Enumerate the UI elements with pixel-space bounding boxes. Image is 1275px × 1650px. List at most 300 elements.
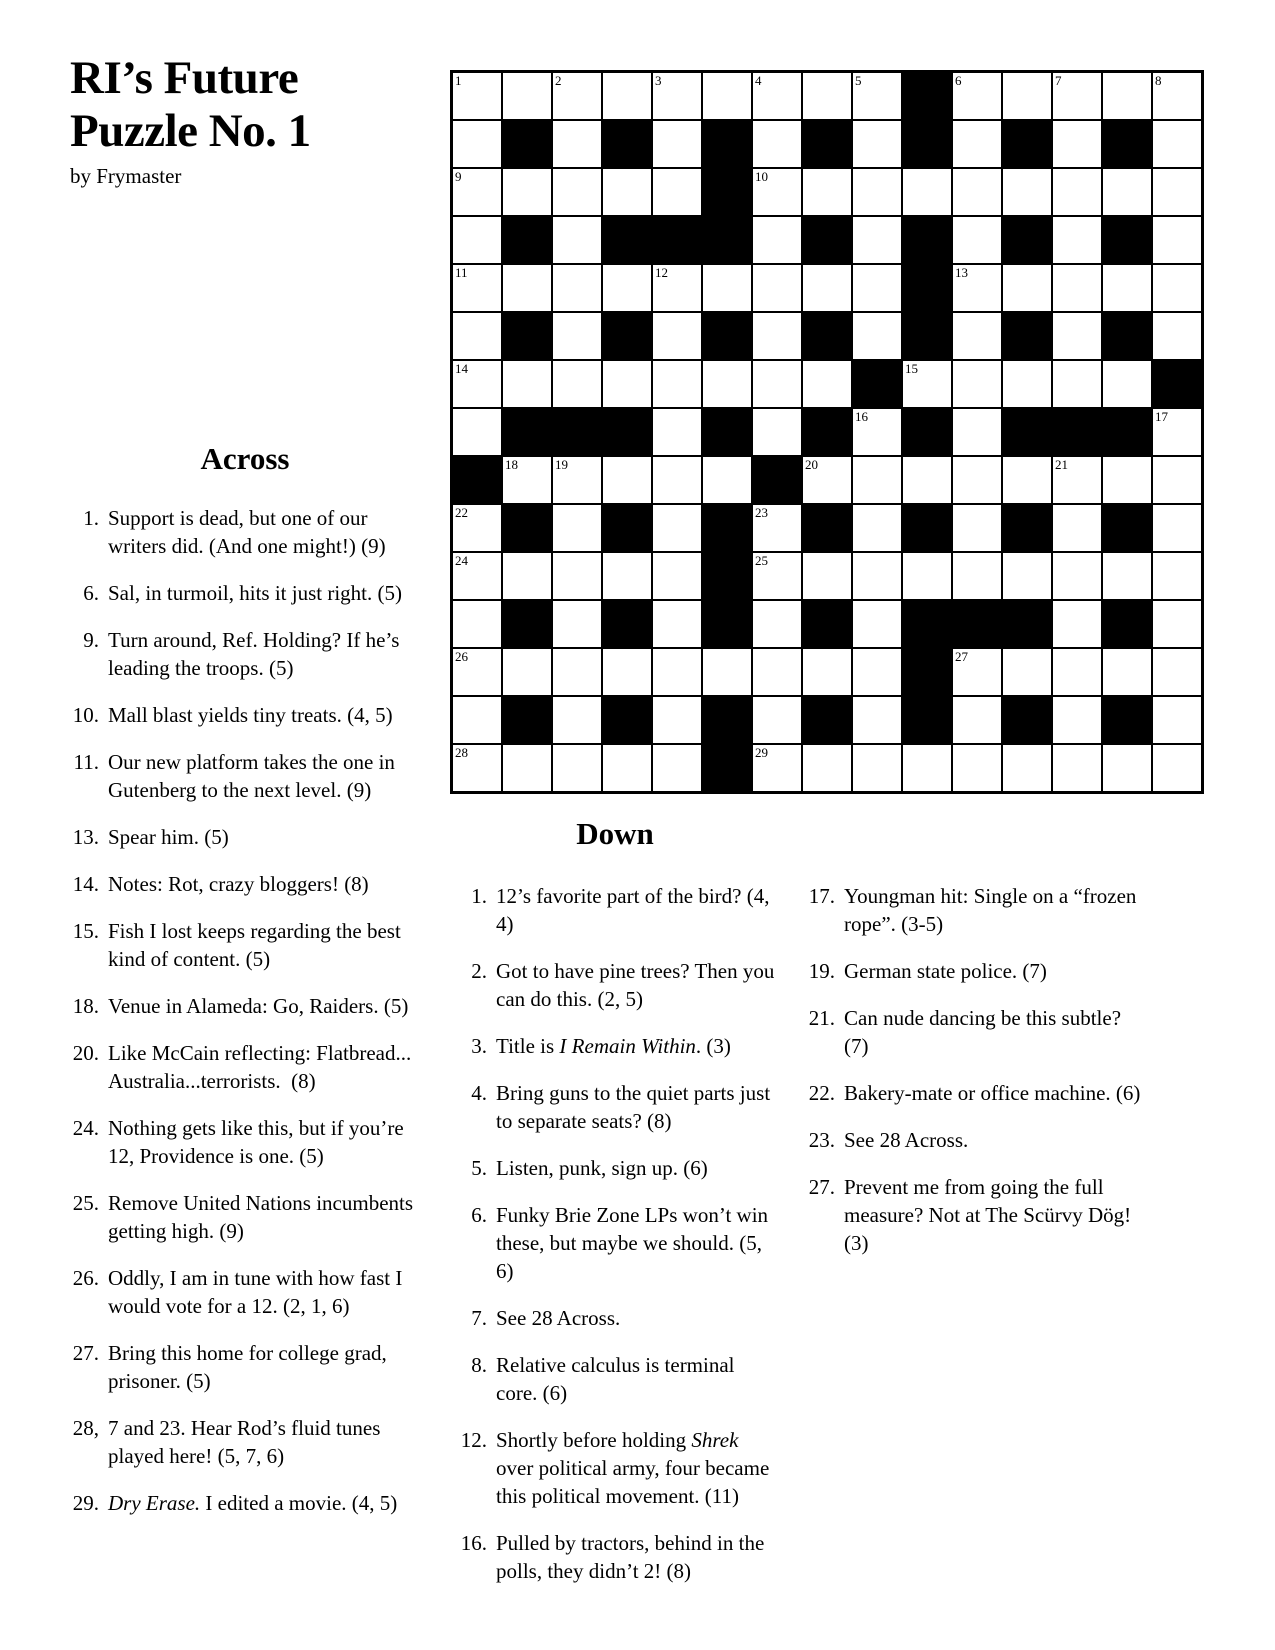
clue-text: 7 and 23. Hear Rod’s fluid tunes played here! (5, 7, 6) bbox=[108, 1416, 381, 1468]
grid-cell[interactable] bbox=[502, 744, 552, 792]
grid-cell[interactable] bbox=[1152, 264, 1202, 312]
grid-cell[interactable] bbox=[1052, 552, 1102, 600]
grid-cell[interactable] bbox=[752, 696, 802, 744]
grid-cell[interactable] bbox=[852, 696, 902, 744]
grid-cell[interactable] bbox=[952, 216, 1002, 264]
grid-cell-black bbox=[902, 696, 952, 744]
grid-cell-black bbox=[902, 504, 952, 552]
grid-cell-black bbox=[902, 408, 952, 456]
grid-cell-black bbox=[502, 504, 552, 552]
across-clue-14 bbox=[62, 870, 428, 898]
grid-cell[interactable] bbox=[952, 744, 1002, 792]
grid-cell[interactable] bbox=[1102, 264, 1152, 312]
grid-cell[interactable] bbox=[1102, 360, 1152, 408]
across-clue-20 bbox=[62, 1039, 428, 1095]
grid-cell[interactable] bbox=[502, 552, 552, 600]
grid-cell[interactable] bbox=[902, 744, 952, 792]
grid-cell[interactable] bbox=[1052, 744, 1102, 792]
grid-cell[interactable] bbox=[1052, 648, 1102, 696]
grid-cell[interactable] bbox=[702, 648, 752, 696]
grid-cell[interactable] bbox=[552, 312, 602, 360]
grid-cell[interactable] bbox=[752, 600, 802, 648]
clue-number: 15. bbox=[72, 919, 99, 943]
grid-cell[interactable] bbox=[852, 408, 902, 456]
clue-text: Like McCain reflecting: Flatbread... Australia...terrorists. (8) bbox=[108, 1041, 412, 1093]
grid-cell-black bbox=[702, 120, 752, 168]
grid-cell[interactable] bbox=[1152, 504, 1202, 552]
grid-cell-black bbox=[852, 360, 902, 408]
grid-cell[interactable] bbox=[652, 744, 702, 792]
grid-cell[interactable] bbox=[1002, 168, 1052, 216]
grid-cell[interactable] bbox=[1052, 120, 1102, 168]
grid-cell[interactable] bbox=[1002, 648, 1052, 696]
grid-cell[interactable] bbox=[552, 696, 602, 744]
clue-number: 29. bbox=[72, 1491, 99, 1515]
grid-cell[interactable] bbox=[952, 72, 1002, 120]
grid-cell[interactable] bbox=[852, 456, 902, 504]
grid-cell[interactable] bbox=[752, 264, 802, 312]
clue-number: 21. bbox=[808, 1006, 835, 1030]
grid-cell[interactable] bbox=[552, 168, 602, 216]
grid-cell[interactable] bbox=[702, 360, 752, 408]
page-title-line2: Puzzle No. 1 bbox=[70, 105, 311, 157]
grid-cell[interactable] bbox=[452, 120, 502, 168]
grid-cell[interactable] bbox=[652, 456, 702, 504]
clue-text: Prevent me from going the full measure? Not at The Scürvy Dög! (3) bbox=[844, 1175, 1132, 1255]
grid-cell[interactable] bbox=[452, 744, 502, 792]
crossword-grid bbox=[450, 70, 1204, 794]
grid-cell[interactable] bbox=[1102, 744, 1152, 792]
grid-cell[interactable] bbox=[1052, 216, 1102, 264]
clue-text: Our new platform takes the one in Gutenberg to the next level. (9) bbox=[108, 750, 395, 802]
down-heading: Down bbox=[576, 816, 654, 851]
grid-cell[interactable] bbox=[752, 216, 802, 264]
grid-cell[interactable] bbox=[952, 648, 1002, 696]
grid-cell[interactable] bbox=[802, 648, 852, 696]
grid-cell[interactable] bbox=[1002, 264, 1052, 312]
grid-cell[interactable] bbox=[852, 312, 902, 360]
grid-cell[interactable] bbox=[552, 72, 602, 120]
down-clue-23 bbox=[798, 1126, 1142, 1154]
grid-cell[interactable] bbox=[452, 360, 502, 408]
across-clue-15 bbox=[62, 917, 428, 973]
grid-cell[interactable] bbox=[552, 120, 602, 168]
grid-cell[interactable] bbox=[652, 408, 702, 456]
clue-number: 16. bbox=[460, 1531, 487, 1555]
grid-cell-black bbox=[1102, 120, 1152, 168]
clue-text: Youngman hit: Single on a “frozen rope”. (3-5) bbox=[844, 884, 1137, 936]
grid-cell-black bbox=[702, 696, 752, 744]
grid-cell[interactable] bbox=[652, 120, 702, 168]
clue-number: 8. bbox=[471, 1353, 487, 1377]
grid-cell[interactable] bbox=[852, 504, 902, 552]
grid-cell[interactable] bbox=[952, 696, 1002, 744]
grid-cell[interactable] bbox=[502, 648, 552, 696]
grid-cell[interactable] bbox=[552, 504, 602, 552]
grid-cell-number: 12 bbox=[655, 265, 668, 280]
grid-cell[interactable] bbox=[1052, 696, 1102, 744]
grid-cell[interactable] bbox=[552, 264, 602, 312]
grid-cell[interactable] bbox=[752, 168, 802, 216]
grid-cell[interactable] bbox=[1002, 360, 1052, 408]
clue-text: Mall blast yields tiny treats. (4, 5) bbox=[108, 703, 393, 727]
grid-cell[interactable] bbox=[502, 72, 552, 120]
grid-cell[interactable] bbox=[952, 408, 1002, 456]
grid-cell[interactable] bbox=[852, 648, 902, 696]
grid-cell[interactable] bbox=[552, 600, 602, 648]
across-section bbox=[62, 441, 428, 1536]
grid-cell[interactable] bbox=[1152, 120, 1202, 168]
grid-cell-black bbox=[1002, 600, 1052, 648]
grid-cell[interactable] bbox=[552, 648, 602, 696]
grid-cell[interactable] bbox=[1002, 552, 1052, 600]
grid-cell-black bbox=[702, 408, 752, 456]
grid-cell[interactable] bbox=[452, 600, 502, 648]
grid-cell-black bbox=[702, 600, 752, 648]
grid-cell[interactable] bbox=[752, 360, 802, 408]
grid-cell[interactable] bbox=[502, 168, 552, 216]
across-clue-13 bbox=[62, 823, 428, 851]
clue-text: Sal, in turmoil, hits it just right. (5) bbox=[108, 581, 402, 605]
grid-cell[interactable] bbox=[752, 408, 802, 456]
grid-cell[interactable] bbox=[652, 696, 702, 744]
grid-cell[interactable] bbox=[1102, 648, 1152, 696]
down-clue-22 bbox=[798, 1079, 1142, 1107]
grid-cell[interactable] bbox=[952, 504, 1002, 552]
clue-number: 24. bbox=[72, 1116, 99, 1140]
page-title bbox=[70, 52, 311, 158]
across-clue-24 bbox=[62, 1114, 428, 1170]
grid-cell-black bbox=[1102, 600, 1152, 648]
grid-cell[interactable] bbox=[502, 456, 552, 504]
grid-cell[interactable] bbox=[752, 72, 802, 120]
grid-cell-number: 15 bbox=[905, 361, 918, 376]
grid-cell-black bbox=[1102, 696, 1152, 744]
clue-text: Funky Brie Zone LPs won’t win these, but maybe we should. (5, 6) bbox=[496, 1203, 769, 1283]
grid-cell[interactable] bbox=[602, 264, 652, 312]
clue-text: Notes: Rot, crazy bloggers! (8) bbox=[108, 872, 369, 896]
grid-cell[interactable] bbox=[452, 696, 502, 744]
grid-cell[interactable] bbox=[1002, 456, 1052, 504]
grid-cell[interactable] bbox=[902, 168, 952, 216]
grid-cell[interactable] bbox=[852, 600, 902, 648]
clue-text: Nothing gets like this, but if you’re 12, Providence is one. (5) bbox=[108, 1116, 404, 1168]
down-clue-21 bbox=[798, 1004, 1142, 1060]
grid-cell[interactable] bbox=[1052, 360, 1102, 408]
grid-cell[interactable] bbox=[902, 360, 952, 408]
grid-cell[interactable] bbox=[1052, 264, 1102, 312]
grid-cell[interactable] bbox=[452, 216, 502, 264]
grid-cell[interactable] bbox=[502, 360, 552, 408]
clue-text: 12’s favorite part of the bird? (4, 4) bbox=[496, 884, 770, 936]
grid-cell-black bbox=[602, 696, 652, 744]
clue-text: Pulled by tractors, behind in the polls, they didn’t 2! (8) bbox=[496, 1531, 765, 1583]
grid-cell-number: 7 bbox=[1055, 73, 1062, 88]
grid-cell[interactable] bbox=[652, 648, 702, 696]
grid-cell-number: 4 bbox=[755, 73, 762, 88]
grid-cell[interactable] bbox=[552, 744, 602, 792]
grid-cell[interactable] bbox=[752, 312, 802, 360]
grid-cell[interactable] bbox=[602, 168, 652, 216]
grid-cell-number: 25 bbox=[755, 553, 768, 568]
grid-cell[interactable] bbox=[452, 504, 502, 552]
grid-cell[interactable] bbox=[952, 168, 1002, 216]
down-clue-6 bbox=[450, 1201, 780, 1285]
across-clue-9 bbox=[62, 626, 428, 682]
across-clue-list bbox=[62, 504, 428, 1517]
grid-cell[interactable] bbox=[852, 168, 902, 216]
grid-cell[interactable] bbox=[452, 552, 502, 600]
clue-text: Turn around, Ref. Holding? If he’s leading the troops. (5) bbox=[108, 628, 400, 680]
grid-cell-black bbox=[602, 312, 652, 360]
grid-cell[interactable] bbox=[952, 552, 1002, 600]
clue-number: 1. bbox=[471, 884, 487, 908]
title-block bbox=[70, 52, 311, 189]
grid-cell[interactable] bbox=[802, 552, 852, 600]
across-clue-18 bbox=[62, 992, 428, 1020]
grid-cell[interactable] bbox=[1152, 696, 1202, 744]
grid-cell[interactable] bbox=[1152, 72, 1202, 120]
grid-cell[interactable] bbox=[952, 120, 1002, 168]
grid-cell[interactable] bbox=[1052, 600, 1102, 648]
down-clue-3 bbox=[450, 1032, 780, 1060]
across-clue-11 bbox=[62, 748, 428, 804]
grid-cell[interactable] bbox=[702, 456, 752, 504]
grid-cell[interactable] bbox=[1052, 504, 1102, 552]
clue-number: 11. bbox=[73, 750, 99, 774]
grid-cell[interactable] bbox=[652, 264, 702, 312]
grid-cell-black bbox=[1102, 312, 1152, 360]
clue-text: Spear him. (5) bbox=[108, 825, 229, 849]
grid-cell-number: 1 bbox=[455, 73, 462, 88]
grid-cell[interactable] bbox=[852, 264, 902, 312]
grid-cell[interactable] bbox=[1052, 168, 1102, 216]
clue-number: 13. bbox=[72, 825, 99, 849]
grid-cell[interactable] bbox=[952, 456, 1002, 504]
clue-number: 1. bbox=[83, 506, 99, 530]
grid-cell[interactable] bbox=[752, 120, 802, 168]
clue-number: 22. bbox=[808, 1081, 835, 1105]
grid-cell[interactable] bbox=[652, 600, 702, 648]
clue-text: Bakery-mate or office machine. (6) bbox=[844, 1081, 1141, 1105]
grid-cell-black bbox=[802, 312, 852, 360]
grid-cell[interactable] bbox=[1002, 72, 1052, 120]
down-clue-2 bbox=[450, 957, 780, 1013]
clue-text: Relative calculus is terminal core. (6) bbox=[496, 1353, 735, 1405]
grid-cell-black bbox=[1102, 504, 1152, 552]
grid-cell-black bbox=[902, 648, 952, 696]
grid-cell[interactable] bbox=[602, 456, 652, 504]
grid-cell-black bbox=[1152, 360, 1202, 408]
grid-cell[interactable] bbox=[552, 216, 602, 264]
grid-cell[interactable] bbox=[702, 72, 752, 120]
across-clue-1 bbox=[62, 504, 428, 560]
grid-cell[interactable] bbox=[1002, 744, 1052, 792]
across-clue-10 bbox=[62, 701, 428, 729]
grid-cell[interactable] bbox=[752, 504, 802, 552]
clue-number: 12. bbox=[460, 1428, 487, 1452]
grid-cell[interactable] bbox=[1102, 72, 1152, 120]
down-clue-19 bbox=[798, 957, 1142, 985]
grid-cell-number: 18 bbox=[505, 457, 518, 472]
grid-cell[interactable] bbox=[1052, 312, 1102, 360]
grid-cell[interactable] bbox=[1152, 168, 1202, 216]
grid-cell-black bbox=[602, 600, 652, 648]
grid-cell[interactable] bbox=[752, 648, 802, 696]
down-clue-16 bbox=[450, 1529, 780, 1585]
clue-number: 25. bbox=[72, 1191, 99, 1215]
grid-cell-number: 24 bbox=[455, 553, 468, 568]
grid-cell[interactable] bbox=[552, 456, 602, 504]
grid-cell-black bbox=[502, 312, 552, 360]
clue-number: 27. bbox=[808, 1175, 835, 1199]
grid-cell[interactable] bbox=[652, 552, 702, 600]
grid-cell-black bbox=[702, 216, 752, 264]
grid-cell[interactable] bbox=[1152, 600, 1202, 648]
grid-cell[interactable] bbox=[702, 264, 752, 312]
grid-cell[interactable] bbox=[952, 264, 1002, 312]
grid-cell[interactable] bbox=[652, 504, 702, 552]
grid-cell[interactable] bbox=[452, 408, 502, 456]
grid-cell[interactable] bbox=[1052, 456, 1102, 504]
grid-cell-black bbox=[702, 312, 752, 360]
clue-number: 14. bbox=[72, 872, 99, 896]
clue-number: 9. bbox=[83, 628, 99, 652]
grid-cell[interactable] bbox=[1152, 312, 1202, 360]
grid-cell[interactable] bbox=[852, 72, 902, 120]
grid-cell-number: 27 bbox=[955, 649, 968, 664]
grid-cell[interactable] bbox=[602, 648, 652, 696]
grid-cell[interactable] bbox=[852, 120, 902, 168]
across-clue-28 bbox=[62, 1414, 428, 1470]
grid-cell[interactable] bbox=[1102, 552, 1152, 600]
grid-cell[interactable] bbox=[852, 552, 902, 600]
grid-cell-black bbox=[602, 120, 652, 168]
grid-cell-number: 29 bbox=[755, 745, 768, 760]
grid-cell-black bbox=[702, 504, 752, 552]
grid-cell[interactable] bbox=[1152, 744, 1202, 792]
grid-cell-black bbox=[552, 408, 602, 456]
grid-cell[interactable] bbox=[502, 264, 552, 312]
down-clue-17 bbox=[798, 882, 1142, 938]
grid-cell-black bbox=[652, 216, 702, 264]
grid-cell[interactable] bbox=[852, 744, 902, 792]
grid-cell[interactable] bbox=[802, 744, 852, 792]
grid-cell-black bbox=[1002, 504, 1052, 552]
clue-text: Remove United Nations incumbents getting high. (9) bbox=[108, 1191, 414, 1243]
grid-cell[interactable] bbox=[802, 456, 852, 504]
grid-cell[interactable] bbox=[902, 552, 952, 600]
grid-cell-black bbox=[502, 600, 552, 648]
clue-number: 27. bbox=[72, 1341, 99, 1365]
grid-cell[interactable] bbox=[452, 312, 502, 360]
grid-cell[interactable] bbox=[602, 744, 652, 792]
grid-cell-black bbox=[1102, 408, 1152, 456]
grid-cell[interactable] bbox=[802, 168, 852, 216]
grid-cell[interactable] bbox=[752, 744, 802, 792]
grid-cell-black bbox=[502, 120, 552, 168]
grid-cell-black bbox=[1102, 216, 1152, 264]
grid-cell[interactable] bbox=[452, 264, 502, 312]
grid-cell[interactable] bbox=[1152, 456, 1202, 504]
clue-number: 18. bbox=[72, 994, 99, 1018]
grid-cell[interactable] bbox=[1152, 552, 1202, 600]
grid-cell[interactable] bbox=[1152, 648, 1202, 696]
clue-number: 6. bbox=[471, 1203, 487, 1227]
clue-text: Fish I lost keeps regarding the best kind of content. (5) bbox=[108, 919, 401, 971]
grid-cell-number: 2 bbox=[555, 73, 562, 88]
grid-cell[interactable] bbox=[1102, 168, 1152, 216]
grid-cell[interactable] bbox=[652, 168, 702, 216]
grid-cell-number: 14 bbox=[455, 361, 468, 376]
grid-cell[interactable] bbox=[602, 360, 652, 408]
grid-cell-black bbox=[1002, 312, 1052, 360]
grid-cell[interactable] bbox=[452, 648, 502, 696]
grid-cell[interactable] bbox=[652, 312, 702, 360]
grid-cell[interactable] bbox=[1102, 456, 1152, 504]
grid-cell[interactable] bbox=[852, 216, 902, 264]
clue-number: 28, bbox=[72, 1416, 99, 1440]
down-clue-8 bbox=[450, 1351, 780, 1407]
grid-cell[interactable] bbox=[602, 552, 652, 600]
grid-cell-number: 26 bbox=[455, 649, 468, 664]
down-clue-4 bbox=[450, 1079, 780, 1135]
grid-cell[interactable] bbox=[652, 360, 702, 408]
grid-cell[interactable] bbox=[1052, 72, 1102, 120]
grid-cell[interactable] bbox=[552, 552, 602, 600]
grid-cell-number: 10 bbox=[755, 169, 768, 184]
clue-text: Got to have pine trees? Then you can do this. (2, 5) bbox=[496, 959, 775, 1011]
grid-cell[interactable] bbox=[952, 312, 1002, 360]
grid-cell-black bbox=[1052, 408, 1102, 456]
down-clue-5 bbox=[450, 1154, 780, 1182]
clue-number: 26. bbox=[72, 1266, 99, 1290]
grid-cell-number: 3 bbox=[655, 73, 662, 88]
grid-cell-black bbox=[602, 216, 652, 264]
grid-cell[interactable] bbox=[452, 168, 502, 216]
grid-cell-black bbox=[902, 120, 952, 168]
grid-cell[interactable] bbox=[952, 360, 1002, 408]
grid-cell-number: 11 bbox=[455, 265, 468, 280]
grid-cell[interactable] bbox=[602, 72, 652, 120]
grid-cell[interactable] bbox=[1152, 408, 1202, 456]
grid-cell-black bbox=[1002, 120, 1052, 168]
grid-cell-black bbox=[902, 216, 952, 264]
grid-cell-black bbox=[452, 456, 502, 504]
clue-number: 19. bbox=[808, 959, 835, 983]
clue-text: Title is I Remain Within. (3) bbox=[496, 1034, 731, 1058]
grid-cell[interactable] bbox=[802, 360, 852, 408]
grid-cell[interactable] bbox=[1152, 216, 1202, 264]
grid-cell[interactable] bbox=[802, 264, 852, 312]
clue-number: 17. bbox=[808, 884, 835, 908]
clue-text: Shortly before holding Shrek over political army, four became this political movement. (11) bbox=[496, 1428, 770, 1508]
grid-cell[interactable] bbox=[752, 552, 802, 600]
clue-text: Dry Erase. I edited a movie. (4, 5) bbox=[108, 1491, 398, 1515]
grid-cell-number: 8 bbox=[1155, 73, 1162, 88]
page-title-line1: RI’s Future bbox=[70, 52, 299, 104]
grid-cell[interactable] bbox=[652, 72, 702, 120]
grid-cell-black bbox=[702, 552, 752, 600]
grid-cell[interactable] bbox=[902, 456, 952, 504]
grid-cell[interactable] bbox=[802, 72, 852, 120]
grid-cell[interactable] bbox=[552, 360, 602, 408]
grid-cell-black bbox=[802, 216, 852, 264]
clue-text: Can nude dancing be this subtle? (7) bbox=[844, 1006, 1122, 1058]
grid-cell[interactable] bbox=[452, 72, 502, 120]
down-clue-columns bbox=[450, 882, 1162, 1604]
grid-cell-black bbox=[902, 264, 952, 312]
